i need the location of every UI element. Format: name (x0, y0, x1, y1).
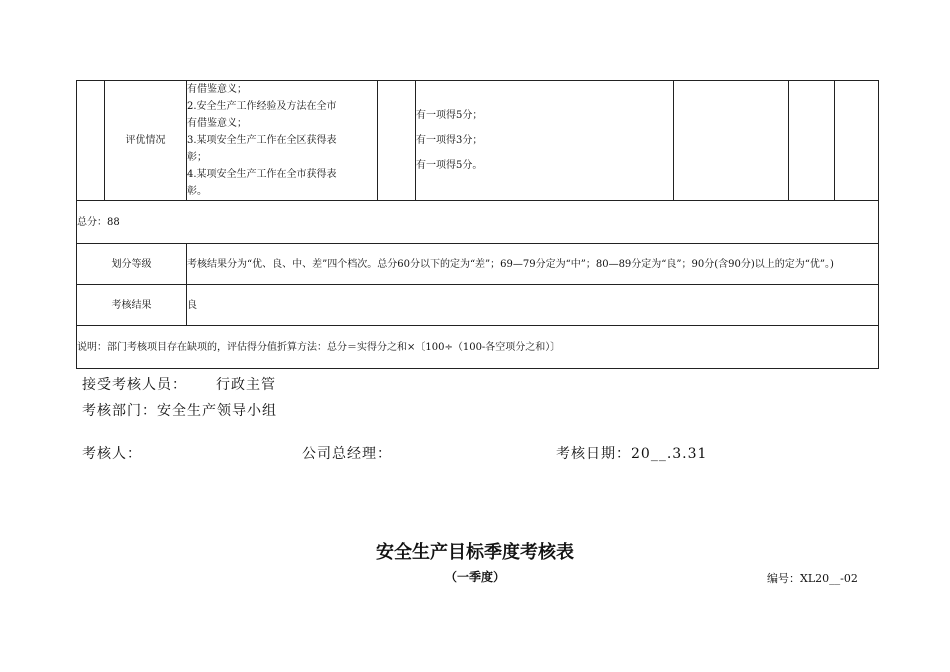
criteria-line: 2.安全生产工作经验及方法在全市 (187, 101, 337, 112)
table-row-total (77, 201, 879, 244)
examinee-value: 行政主管 (216, 377, 276, 393)
result-value: 良 (187, 285, 879, 326)
total-score: 总分：88 (77, 201, 879, 244)
empty-cell (378, 81, 416, 201)
criteria-cell (187, 81, 378, 201)
empty-cell (77, 81, 105, 201)
result-label: 考核结果 (77, 285, 187, 326)
examiner-label: 考核人： (82, 446, 142, 462)
page-subtitle: （一季度） (444, 570, 505, 584)
serial-number: 编号：XL20__-02 (767, 572, 858, 585)
score-rule-line: 有一项得5分。 (416, 160, 483, 171)
grade-label: 划分等级 (77, 244, 187, 285)
table-row-note (77, 326, 879, 369)
criteria-line: 有借鉴意义； (187, 118, 247, 129)
empty-cell (835, 81, 879, 201)
assessment-date: 考核日期：20__.3.31 (556, 446, 708, 462)
general-manager-label: 公司总经理： (302, 446, 392, 462)
examinee-label: 接受考核人员： (82, 377, 187, 393)
score-rule-cell (416, 81, 674, 201)
table-row-result (77, 285, 879, 326)
criteria-line: 彰； (187, 152, 207, 163)
criteria-line: 有借鉴意义； (187, 84, 247, 95)
note-text: 说明：部门考核项目存在缺项的，评估得分值折算方法：总分＝实得分之和×〔100÷（100-各空项分之和）〕 (77, 326, 879, 369)
criteria-line: 3.某项安全生产工作在全区获得表 (187, 135, 337, 146)
empty-cell (674, 81, 789, 201)
score-rule-line: 有一项得5分； (416, 110, 483, 121)
page-title: 安全生产目标季度考核表 (376, 542, 574, 563)
item-name-cell: 评优情况 (105, 81, 187, 201)
score-rule-line: 有一项得3分； (416, 135, 483, 146)
assessment-table (76, 80, 879, 369)
criteria-line: 4.某项安全生产工作在全市获得表 (187, 169, 337, 180)
grade-text: 考核结果分为“优、良、中、差”四个档次。总分60分以下的定为“差”；69—79分定为“中”；80—89分定为“良”；90分(含90分)以上的定为“优”。) (187, 244, 879, 285)
table-row-award (77, 81, 879, 201)
criteria-line: 彰。 (187, 186, 207, 197)
empty-cell (789, 81, 835, 201)
assessment-department: 考核部门：安全生产领导小组 (82, 403, 277, 419)
table-row-grade (77, 244, 879, 285)
